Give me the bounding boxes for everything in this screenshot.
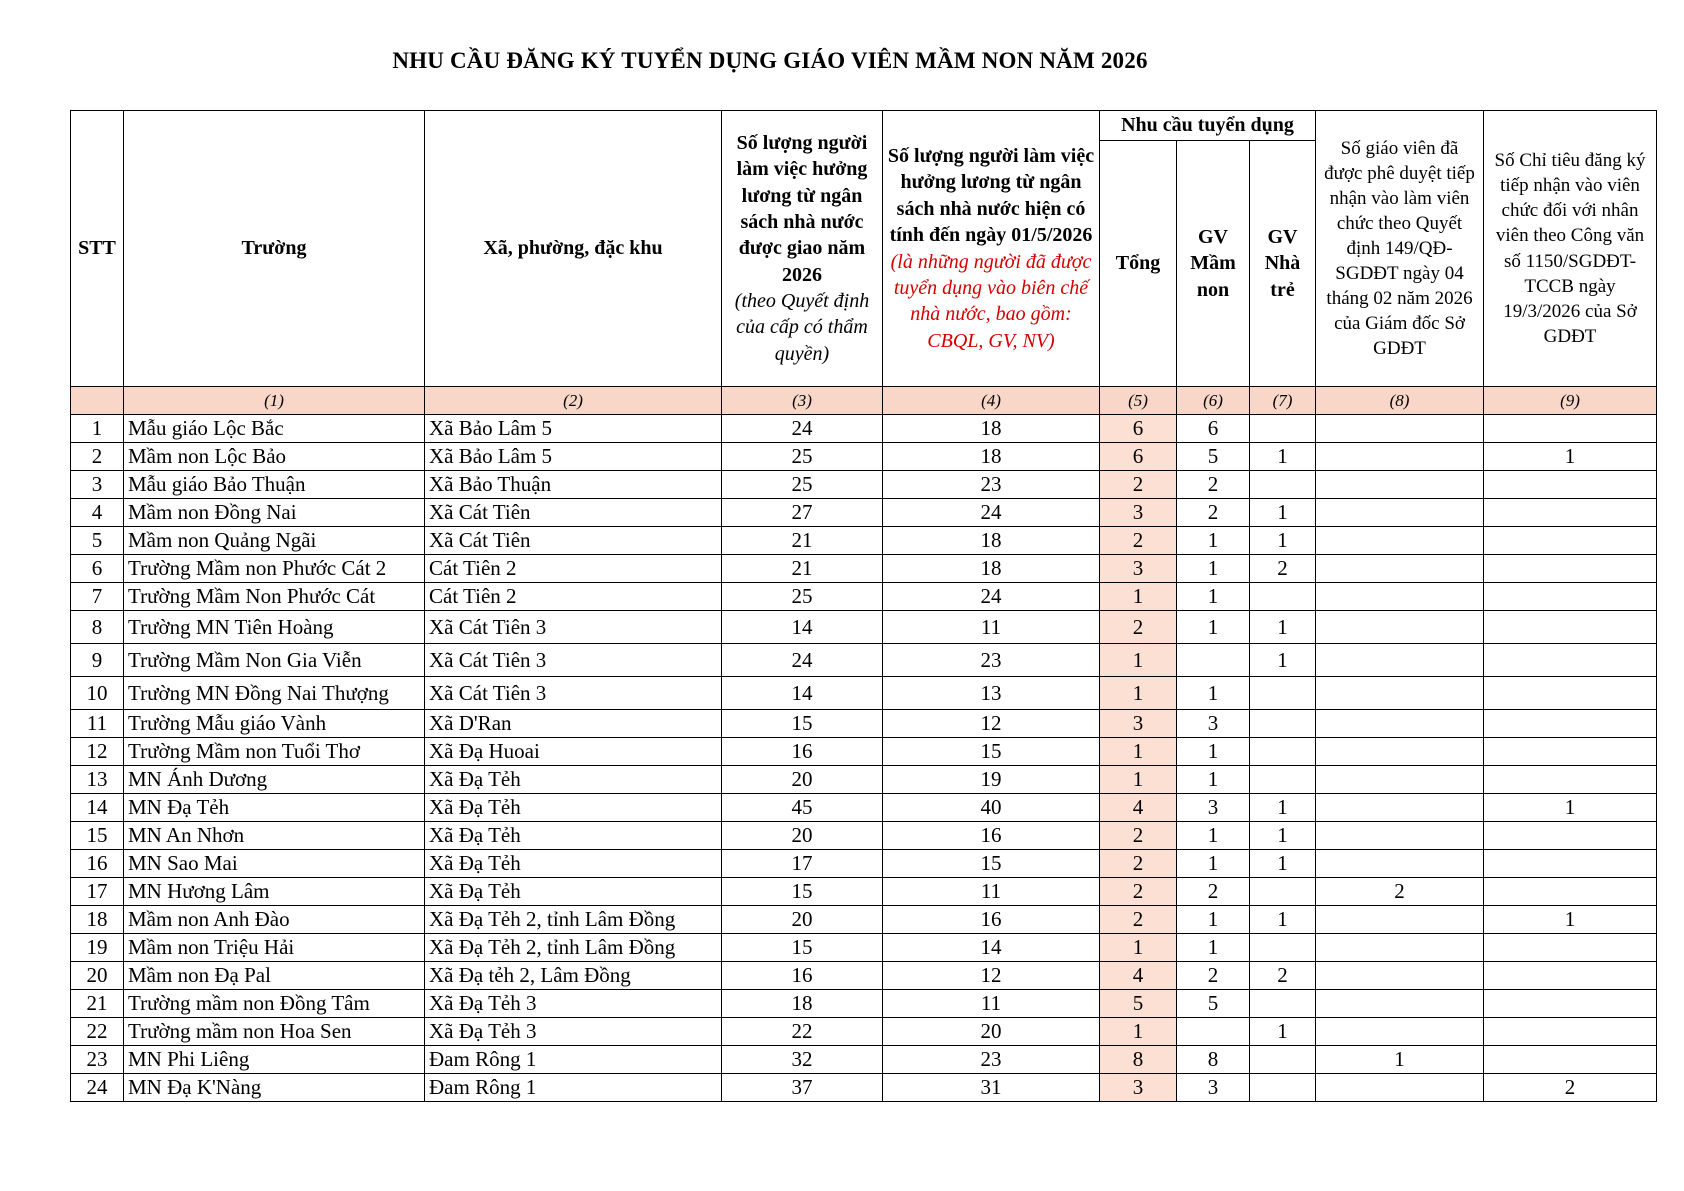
cell-hien-co: 24 — [883, 583, 1100, 611]
cell-giao: 25 — [722, 583, 883, 611]
cell-hien-co: 23 — [883, 471, 1100, 499]
header-col8: Số giáo viên đã được phê duyệt tiếp nhận vào làm viên chức theo Quyết định 149/QĐ-SGDĐT ngày 04 tháng 02 năm 2026 của Giám đốc Sở GDĐT — [1316, 111, 1484, 387]
cell-hien-co: 14 — [883, 934, 1100, 962]
cell-gv-mam-non: 1 — [1177, 555, 1250, 583]
cell-xa: Xã Đạ Tẻh — [425, 878, 722, 906]
cell-tong: 1 — [1100, 1018, 1177, 1046]
col-number: (5) — [1100, 387, 1177, 415]
cell-xa: Xã Đạ Tẻh 3 — [425, 1018, 722, 1046]
cell-gv-mam-non: 3 — [1177, 1074, 1250, 1102]
cell-stt: 3 — [71, 471, 124, 499]
cell-stt: 14 — [71, 794, 124, 822]
cell-gv-mam-non: 1 — [1177, 850, 1250, 878]
cell-chi-tieu — [1484, 527, 1657, 555]
cell-chi-tieu — [1484, 1046, 1657, 1074]
cell-gv-nha-tre: 1 — [1250, 527, 1316, 555]
col-number — [71, 387, 124, 415]
cell-stt: 6 — [71, 555, 124, 583]
cell-gv-mam-non: 1 — [1177, 738, 1250, 766]
cell-giao: 24 — [722, 644, 883, 677]
cell-phe-duyet — [1316, 443, 1484, 471]
cell-giao: 18 — [722, 990, 883, 1018]
cell-hien-co: 20 — [883, 1018, 1100, 1046]
table-row — [71, 766, 1657, 794]
cell-gv-mam-non: 1 — [1177, 766, 1250, 794]
cell-hien-co: 23 — [883, 1046, 1100, 1074]
cell-stt: 22 — [71, 1018, 124, 1046]
cell-giao: 16 — [722, 738, 883, 766]
cell-phe-duyet — [1316, 990, 1484, 1018]
cell-giao: 20 — [722, 822, 883, 850]
column-number-row — [71, 387, 1657, 415]
cell-xa: Xã Đạ Tẻh 2, tỉnh Lâm Đồng — [425, 906, 722, 934]
cell-giao: 14 — [722, 611, 883, 644]
cell-phe-duyet — [1316, 766, 1484, 794]
cell-hien-co: 23 — [883, 644, 1100, 677]
table-row — [71, 794, 1657, 822]
cell-hien-co: 11 — [883, 611, 1100, 644]
cell-stt: 20 — [71, 962, 124, 990]
cell-tong: 1 — [1100, 738, 1177, 766]
cell-chi-tieu — [1484, 555, 1657, 583]
table-row — [71, 850, 1657, 878]
header-col3-bold: Số lượng người làm việc hưởng lương từ ngân sách nhà nước được giao năm 2026 — [736, 131, 868, 286]
cell-gv-mam-non: 1 — [1177, 906, 1250, 934]
cell-giao: 20 — [722, 906, 883, 934]
cell-chi-tieu: 1 — [1484, 794, 1657, 822]
cell-chi-tieu: 1 — [1484, 443, 1657, 471]
cell-chi-tieu — [1484, 611, 1657, 644]
cell-gv-nha-tre — [1250, 710, 1316, 738]
cell-hien-co: 40 — [883, 794, 1100, 822]
table-row — [71, 990, 1657, 1018]
cell-xa: Đam Rông 1 — [425, 1074, 722, 1102]
cell-truong: Mầm non Đồng Nai — [124, 499, 425, 527]
header-col4-bold: Số lượng người làm việc hưởng lương từ ngân sách nhà nước hiện có tính đến ngày 01/5/2026 — [887, 144, 1095, 247]
cell-hien-co: 18 — [883, 527, 1100, 555]
cell-hien-co: 31 — [883, 1074, 1100, 1102]
cell-chi-tieu — [1484, 415, 1657, 443]
table-row — [71, 1074, 1657, 1102]
cell-truong: MN Đạ Tẻh — [124, 794, 425, 822]
cell-phe-duyet — [1316, 710, 1484, 738]
table-row — [71, 822, 1657, 850]
table-row — [71, 1018, 1657, 1046]
cell-chi-tieu — [1484, 644, 1657, 677]
cell-gv-mam-non — [1177, 1018, 1250, 1046]
cell-phe-duyet — [1316, 611, 1484, 644]
cell-chi-tieu — [1484, 822, 1657, 850]
cell-xa: Xã Cát Tiên 3 — [425, 644, 722, 677]
cell-phe-duyet — [1316, 499, 1484, 527]
cell-phe-duyet — [1316, 415, 1484, 443]
cell-giao: 20 — [722, 766, 883, 794]
cell-xa: Xã Cát Tiên 3 — [425, 677, 722, 710]
cell-chi-tieu — [1484, 878, 1657, 906]
cell-gv-nha-tre: 1 — [1250, 499, 1316, 527]
cell-giao: 21 — [722, 555, 883, 583]
header-nhu-cau: Nhu cầu tuyển dụng — [1100, 111, 1316, 141]
cell-xa: Xã Đạ Tẻh — [425, 822, 722, 850]
table-row — [71, 710, 1657, 738]
cell-truong: Trường Mầm non Tuổi Thơ — [124, 738, 425, 766]
cell-phe-duyet — [1316, 555, 1484, 583]
cell-truong: Mầm non Đạ Pal — [124, 962, 425, 990]
table-row — [71, 583, 1657, 611]
cell-stt: 13 — [71, 766, 124, 794]
cell-hien-co: 11 — [883, 878, 1100, 906]
cell-tong: 2 — [1100, 471, 1177, 499]
cell-giao: 17 — [722, 850, 883, 878]
cell-gv-nha-tre — [1250, 583, 1316, 611]
cell-chi-tieu — [1484, 710, 1657, 738]
cell-phe-duyet — [1316, 1074, 1484, 1102]
cell-giao: 32 — [722, 1046, 883, 1074]
cell-gv-mam-non: 1 — [1177, 583, 1250, 611]
header-tong: Tổng — [1100, 141, 1177, 387]
cell-hien-co: 12 — [883, 962, 1100, 990]
header-col3 — [722, 111, 883, 387]
cell-tong: 6 — [1100, 443, 1177, 471]
cell-gv-nha-tre: 2 — [1250, 962, 1316, 990]
cell-tong: 2 — [1100, 878, 1177, 906]
cell-truong: MN Phi Liêng — [124, 1046, 425, 1074]
col-number: (3) — [722, 387, 883, 415]
table-row — [71, 555, 1657, 583]
cell-gv-nha-tre — [1250, 934, 1316, 962]
cell-giao: 25 — [722, 471, 883, 499]
cell-truong: Trường Mầm Non Phước Cát — [124, 583, 425, 611]
cell-stt: 21 — [71, 990, 124, 1018]
cell-xa: Xã Bảo Thuận — [425, 471, 722, 499]
cell-xa: Cát Tiên 2 — [425, 555, 722, 583]
cell-stt: 16 — [71, 850, 124, 878]
cell-gv-nha-tre — [1250, 415, 1316, 443]
col-number: (1) — [124, 387, 425, 415]
cell-hien-co: 13 — [883, 677, 1100, 710]
cell-gv-mam-non: 1 — [1177, 934, 1250, 962]
cell-tong: 8 — [1100, 1046, 1177, 1074]
cell-phe-duyet — [1316, 677, 1484, 710]
table-row — [71, 471, 1657, 499]
cell-hien-co: 15 — [883, 738, 1100, 766]
cell-gv-mam-non: 3 — [1177, 794, 1250, 822]
col-number: (9) — [1484, 387, 1657, 415]
cell-gv-nha-tre — [1250, 1074, 1316, 1102]
cell-chi-tieu — [1484, 962, 1657, 990]
cell-gv-mam-non: 6 — [1177, 415, 1250, 443]
recruitment-table — [70, 110, 1657, 1102]
cell-tong: 3 — [1100, 1074, 1177, 1102]
cell-hien-co: 18 — [883, 415, 1100, 443]
cell-chi-tieu — [1484, 471, 1657, 499]
header-xa: Xã, phường, đặc khu — [425, 111, 722, 387]
table-row — [71, 677, 1657, 710]
table-row — [71, 415, 1657, 443]
cell-phe-duyet — [1316, 934, 1484, 962]
cell-phe-duyet — [1316, 527, 1484, 555]
cell-giao: 24 — [722, 415, 883, 443]
cell-truong: Trường MN Tiên Hoàng — [124, 611, 425, 644]
header-stt: STT — [71, 111, 124, 387]
cell-phe-duyet — [1316, 906, 1484, 934]
cell-chi-tieu: 2 — [1484, 1074, 1657, 1102]
cell-xa: Xã Đạ Huoai — [425, 738, 722, 766]
cell-hien-co: 24 — [883, 499, 1100, 527]
cell-gv-mam-non — [1177, 644, 1250, 677]
cell-stt: 17 — [71, 878, 124, 906]
col-number: (4) — [883, 387, 1100, 415]
cell-gv-mam-non: 1 — [1177, 822, 1250, 850]
header-gv-mam-non: GV Mầm non — [1177, 141, 1250, 387]
table-row — [71, 934, 1657, 962]
cell-tong: 3 — [1100, 555, 1177, 583]
cell-truong: Trường Mầm non Phước Cát 2 — [124, 555, 425, 583]
cell-truong: Trường MN Đồng Nai Thượng — [124, 677, 425, 710]
cell-gv-mam-non: 5 — [1177, 990, 1250, 1018]
cell-tong: 6 — [1100, 415, 1177, 443]
cell-tong: 1 — [1100, 766, 1177, 794]
cell-truong: Trường mầm non Hoa Sen — [124, 1018, 425, 1046]
cell-truong: Mầm non Quảng Ngãi — [124, 527, 425, 555]
col-number: (7) — [1250, 387, 1316, 415]
table-row — [71, 527, 1657, 555]
cell-tong: 1 — [1100, 677, 1177, 710]
table-row — [71, 906, 1657, 934]
cell-phe-duyet — [1316, 583, 1484, 611]
cell-phe-duyet — [1316, 471, 1484, 499]
cell-gv-nha-tre: 1 — [1250, 794, 1316, 822]
cell-gv-nha-tre: 2 — [1250, 555, 1316, 583]
col-number: (6) — [1177, 387, 1250, 415]
cell-xa: Xã Cát Tiên — [425, 527, 722, 555]
header-truong: Trường — [124, 111, 425, 387]
cell-truong: Mầm non Triệu Hải — [124, 934, 425, 962]
cell-stt: 4 — [71, 499, 124, 527]
cell-tong: 1 — [1100, 644, 1177, 677]
cell-hien-co: 12 — [883, 710, 1100, 738]
cell-truong: MN Hương Lâm — [124, 878, 425, 906]
cell-truong: Trường mầm non Đồng Tâm — [124, 990, 425, 1018]
cell-chi-tieu — [1484, 1018, 1657, 1046]
cell-stt: 19 — [71, 934, 124, 962]
cell-truong: MN Sao Mai — [124, 850, 425, 878]
cell-xa: Xã Đạ tẻh 2, Lâm Đồng — [425, 962, 722, 990]
cell-gv-mam-non: 2 — [1177, 499, 1250, 527]
cell-stt: 1 — [71, 415, 124, 443]
cell-giao: 15 — [722, 934, 883, 962]
cell-gv-mam-non: 1 — [1177, 527, 1250, 555]
cell-stt: 15 — [71, 822, 124, 850]
cell-tong: 3 — [1100, 710, 1177, 738]
cell-phe-duyet — [1316, 962, 1484, 990]
cell-xa: Xã Cát Tiên — [425, 499, 722, 527]
cell-stt: 5 — [71, 527, 124, 555]
cell-gv-nha-tre — [1250, 878, 1316, 906]
cell-gv-nha-tre: 1 — [1250, 850, 1316, 878]
header-gv-nha-tre: GV Nhà trẻ — [1250, 141, 1316, 387]
cell-xa: Xã Bảo Lâm 5 — [425, 415, 722, 443]
cell-gv-mam-non: 5 — [1177, 443, 1250, 471]
cell-hien-co: 15 — [883, 850, 1100, 878]
cell-chi-tieu — [1484, 499, 1657, 527]
cell-chi-tieu — [1484, 934, 1657, 962]
cell-gv-nha-tre: 1 — [1250, 644, 1316, 677]
table-row — [71, 499, 1657, 527]
cell-gv-mam-non: 2 — [1177, 878, 1250, 906]
cell-chi-tieu: 1 — [1484, 906, 1657, 934]
cell-gv-nha-tre — [1250, 677, 1316, 710]
cell-phe-duyet — [1316, 644, 1484, 677]
cell-tong: 2 — [1100, 850, 1177, 878]
cell-stt: 10 — [71, 677, 124, 710]
cell-gv-nha-tre: 1 — [1250, 443, 1316, 471]
cell-tong: 5 — [1100, 990, 1177, 1018]
cell-gv-mam-non: 2 — [1177, 962, 1250, 990]
cell-truong: MN Đạ K'Nàng — [124, 1074, 425, 1102]
cell-xa: Xã Đạ Tẻh 2, tỉnh Lâm Đồng — [425, 934, 722, 962]
cell-hien-co: 16 — [883, 906, 1100, 934]
cell-gv-nha-tre — [1250, 738, 1316, 766]
cell-truong: Mầm non Lộc Bảo — [124, 443, 425, 471]
cell-hien-co: 19 — [883, 766, 1100, 794]
col-number: (2) — [425, 387, 722, 415]
cell-gv-mam-non: 1 — [1177, 611, 1250, 644]
header-col4 — [883, 111, 1100, 387]
cell-giao: 16 — [722, 962, 883, 990]
cell-stt: 2 — [71, 443, 124, 471]
cell-stt: 12 — [71, 738, 124, 766]
table-row — [71, 878, 1657, 906]
cell-chi-tieu — [1484, 990, 1657, 1018]
cell-hien-co: 16 — [883, 822, 1100, 850]
cell-truong: Mầm non Anh Đào — [124, 906, 425, 934]
cell-tong: 4 — [1100, 794, 1177, 822]
cell-phe-duyet — [1316, 738, 1484, 766]
cell-chi-tieu — [1484, 738, 1657, 766]
cell-truong: Trường Mầm Non Gia Viễn — [124, 644, 425, 677]
page-title: NHU CẦU ĐĂNG KÝ TUYỂN DỤNG GIÁO VIÊN MẦM NON NĂM 2026 — [392, 48, 1148, 73]
table-row — [71, 644, 1657, 677]
cell-xa: Cát Tiên 2 — [425, 583, 722, 611]
cell-stt: 23 — [71, 1046, 124, 1074]
cell-phe-duyet — [1316, 1018, 1484, 1046]
cell-gv-nha-tre — [1250, 1046, 1316, 1074]
cell-giao: 15 — [722, 710, 883, 738]
cell-gv-nha-tre: 1 — [1250, 906, 1316, 934]
table-body — [71, 415, 1657, 1102]
cell-gv-nha-tre — [1250, 990, 1316, 1018]
cell-gv-nha-tre: 1 — [1250, 1018, 1316, 1046]
col-number: (8) — [1316, 387, 1484, 415]
cell-hien-co: 11 — [883, 990, 1100, 1018]
cell-xa: Xã Cát Tiên 3 — [425, 611, 722, 644]
cell-gv-nha-tre: 1 — [1250, 611, 1316, 644]
table-row — [71, 738, 1657, 766]
cell-stt: 11 — [71, 710, 124, 738]
header-col9: Số Chỉ tiêu đăng ký tiếp nhận vào viên chức đối với nhân viên theo Công văn số 1150/SGDĐT-TCCB ngày 19/3/2026 của Sở GDĐT — [1484, 111, 1657, 387]
cell-giao: 22 — [722, 1018, 883, 1046]
cell-gv-mam-non: 1 — [1177, 677, 1250, 710]
cell-gv-mam-non: 8 — [1177, 1046, 1250, 1074]
cell-tong: 1 — [1100, 934, 1177, 962]
cell-stt: 18 — [71, 906, 124, 934]
table-row — [71, 443, 1657, 471]
cell-chi-tieu — [1484, 766, 1657, 794]
cell-phe-duyet: 1 — [1316, 1046, 1484, 1074]
cell-tong: 2 — [1100, 611, 1177, 644]
cell-giao: 21 — [722, 527, 883, 555]
header-col3-italic: (theo Quyết định của cấp có thẩm quyền) — [734, 290, 870, 365]
cell-gv-mam-non: 3 — [1177, 710, 1250, 738]
cell-phe-duyet — [1316, 850, 1484, 878]
table-row — [71, 611, 1657, 644]
cell-phe-duyet — [1316, 822, 1484, 850]
cell-tong: 4 — [1100, 962, 1177, 990]
cell-chi-tieu — [1484, 850, 1657, 878]
cell-truong: MN An Nhơn — [124, 822, 425, 850]
cell-tong: 3 — [1100, 499, 1177, 527]
cell-xa: Xã Đạ Tẻh — [425, 766, 722, 794]
cell-tong: 1 — [1100, 583, 1177, 611]
cell-gv-nha-tre — [1250, 471, 1316, 499]
cell-xa: Xã D'Ran — [425, 710, 722, 738]
cell-xa: Xã Đạ Tẻh 3 — [425, 990, 722, 1018]
table-row — [71, 1046, 1657, 1074]
cell-xa: Đam Rông 1 — [425, 1046, 722, 1074]
cell-stt: 7 — [71, 583, 124, 611]
cell-tong: 2 — [1100, 906, 1177, 934]
header-col4-red: (là những người đã được tuyển dụng vào biên chế nhà nước, bao gồm: CBQL, GV, NV) — [890, 250, 1092, 352]
cell-xa: Xã Đạ Tẻh — [425, 794, 722, 822]
cell-stt: 9 — [71, 644, 124, 677]
cell-giao: 25 — [722, 443, 883, 471]
cell-stt: 8 — [71, 611, 124, 644]
cell-truong: Trường Mẫu giáo Vành — [124, 710, 425, 738]
cell-giao: 37 — [722, 1074, 883, 1102]
cell-phe-duyet: 2 — [1316, 878, 1484, 906]
cell-tong: 2 — [1100, 822, 1177, 850]
cell-giao: 14 — [722, 677, 883, 710]
cell-truong: Mẫu giáo Lộc Bắc — [124, 415, 425, 443]
cell-gv-nha-tre: 1 — [1250, 822, 1316, 850]
cell-xa: Xã Bảo Lâm 5 — [425, 443, 722, 471]
cell-tong: 2 — [1100, 527, 1177, 555]
cell-giao: 27 — [722, 499, 883, 527]
cell-hien-co: 18 — [883, 443, 1100, 471]
cell-hien-co: 18 — [883, 555, 1100, 583]
cell-gv-mam-non: 2 — [1177, 471, 1250, 499]
cell-stt: 24 — [71, 1074, 124, 1102]
cell-truong: Mẫu giáo Bảo Thuận — [124, 471, 425, 499]
table-row — [71, 962, 1657, 990]
cell-giao: 15 — [722, 878, 883, 906]
cell-phe-duyet — [1316, 794, 1484, 822]
cell-chi-tieu — [1484, 677, 1657, 710]
cell-truong: MN Ánh Dương — [124, 766, 425, 794]
cell-giao: 45 — [722, 794, 883, 822]
cell-xa: Xã Đạ Tẻh — [425, 850, 722, 878]
cell-gv-nha-tre — [1250, 766, 1316, 794]
cell-chi-tieu — [1484, 583, 1657, 611]
